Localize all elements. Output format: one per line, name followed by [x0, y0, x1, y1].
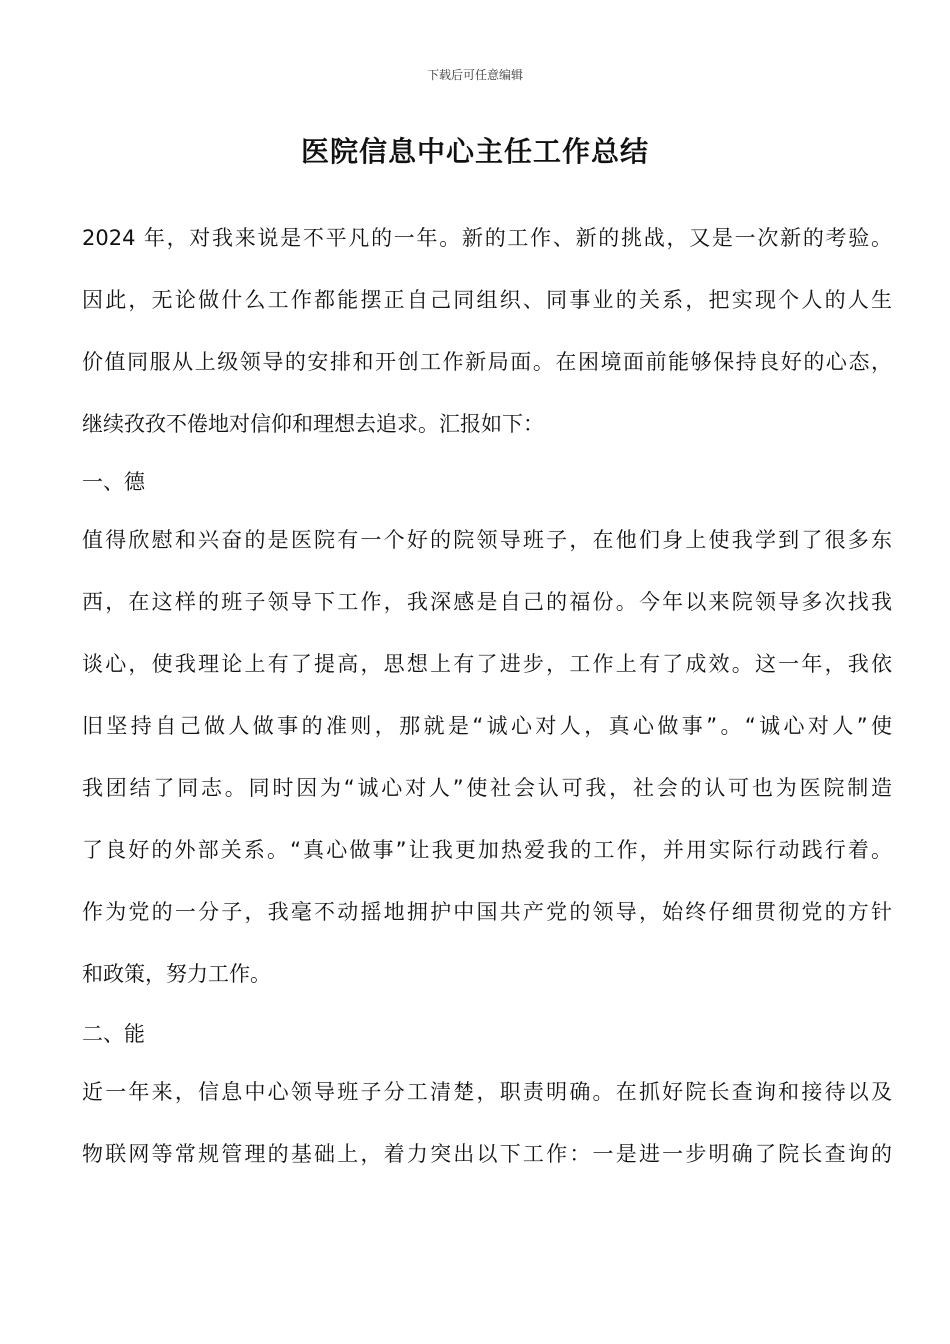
paragraph-2-line-1: 值得欣慰和兴奋的是医院有一个好的院领导班子，在他们身上使我学到了很多东: [82, 528, 892, 552]
paragraph-1-line-1: 2024 年，对我来说是不平凡的一年。新的工作、新的挑战，又是一次新的考验。: [82, 226, 892, 250]
paragraph-2-line-8: 和政策，努力工作。: [82, 962, 271, 986]
paragraph-2-line-7: 作为党的一分子，我毫不动摇地拥护中国共产党的领导，始终仔细贯彻党的方针: [82, 900, 892, 924]
paragraph-2-line-5: 我团结了同志。同时因为“诚心对人”使社会认可我，社会的认可也为医院制造: [82, 776, 892, 800]
paragraph-2-line-3: 谈心，使我理论上有了提高，思想上有了进步，工作上有了成效。这一年，我依: [82, 652, 892, 676]
paragraph-2-line-6: 了良好的外部关系。“真心做事”让我更加热爱我的工作，并用实际行动践行着。: [82, 838, 892, 862]
paragraph-2-line-4: 旧坚持自己做人做事的准则，那就是“诚心对人，真心做事”。“诚心对人”使: [82, 714, 892, 738]
paragraph-3-line-2: 物联网等常规管理的基础上，着力突出以下工作：一是进一步明确了院长查询的: [82, 1142, 892, 1166]
section-heading-neng: 二、能: [82, 1022, 145, 1046]
paragraph-1-line-4: 继续孜孜不倦地对信仰和理想去追求。汇报如下：: [82, 412, 544, 436]
document-title: 医院信息中心主任工作总结: [300, 135, 649, 168]
section-heading-de: 一、德: [82, 470, 145, 494]
paragraph-1-line-3: 价值同服从上级领导的安排和开创工作新局面。在困境面前能够保持良好的心态，: [82, 350, 892, 374]
paragraph-3-line-1: 近一年来，信息中心领导班子分工清楚，职责明确。在抓好院长查询和接待以及: [82, 1080, 892, 1104]
paragraph-1-line-2: 因此，无论做什么工作都能摆正自己同组织、同事业的关系，把实现个人的人生: [82, 288, 892, 312]
paragraph-2-line-2: 西，在这样的班子领导下工作，我深感是自己的福份。今年以来院领导多次找我: [82, 590, 892, 614]
header-note: 下载后可任意编辑: [426, 68, 523, 82]
